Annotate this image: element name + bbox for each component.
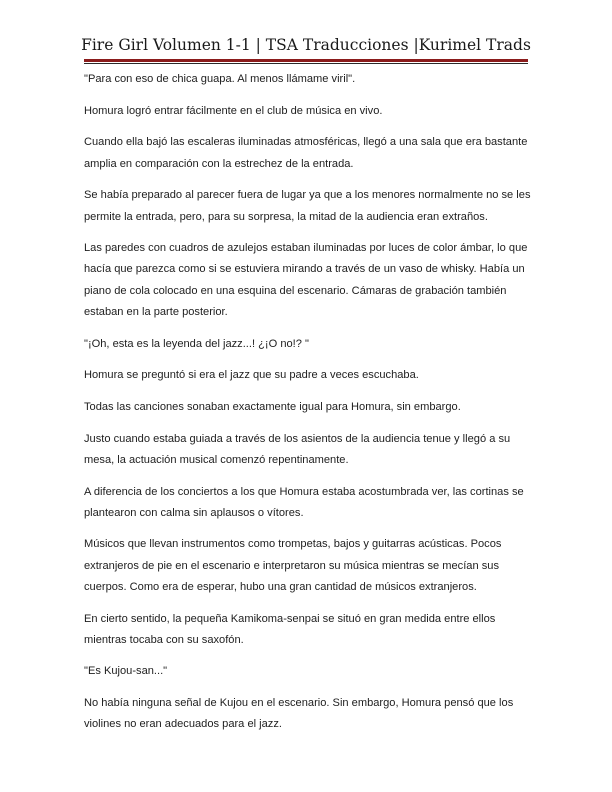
- header-rule-red: [84, 59, 528, 62]
- paragraph: "Para con eso de chica guapa. Al menos llámame viril".: [84, 73, 356, 85]
- paragraph: Cuando ella bajó las escaleras iluminadas atmosféricas, llegó a una sala que era bastante amplia en comparación con la estrechez de la entrada.: [84, 136, 528, 170]
- paragraph: Todas las canciones sonaban exactamente igual para Homura, sin embargo.: [84, 400, 461, 413]
- paragraph: A diferencia de los conciertos a los que Homura estaba acostumbrada ver, las cortinas se plantearon con calma sin aplausos o vítores.: [84, 485, 524, 519]
- paragraph: En cierto sentido, la pequeña Kamikoma-senpai se situó en gran medida entre ellos mientras tocaba con su saxofón.: [84, 612, 496, 646]
- paragraph: "¡Oh, esta es la leyenda del jazz...! ¿¡O no!? ": [84, 337, 309, 350]
- paragraph: Se había preparado al parecer fuera de lugar ya que a los menores normalmente no se les permite la entrada, pero, para su sorpresa, la mitad de la audiencia eran extraños.: [84, 189, 531, 223]
- paragraph: "Es Kujou-san...": [84, 665, 168, 678]
- paragraph: No había ninguna señal de Kujou en el escenario. Sin embargo, Homura pensó que los violines no eran adecuados para el jazz.: [84, 697, 514, 731]
- header-rule-black: [84, 63, 528, 64]
- body-text: [84, 69, 532, 746]
- paragraph: Músicos que llevan instrumentos como trompetas, bajos y guitarras acústicas. Pocos extranjeros de pie en el escenario e interpretaron su música mientras se mecían sus cuerpos. Como era de esperar, hubo una gran cantidad de músicos extranjeros.: [84, 538, 502, 593]
- paragraph: Homura se preguntó si era el jazz que su padre a veces escuchaba.: [84, 369, 419, 382]
- paragraph: Homura logró entrar fácilmente en el club de música en vivo.: [84, 104, 383, 117]
- paragraph: Justo cuando estaba guiada a través de los asientos de la audiencia tenue y llegó a su mesa, la actuación musical comenzó repentinamente.: [84, 432, 511, 466]
- header-title: Fire Girl Volumen 1-1 | TSA Traducciones |Kurimel Trads: [81, 36, 531, 54]
- paragraph: Las paredes con cuadros de azulejos estaban iluminadas por luces de color ámbar, lo que hacía que parezca como si se estuviera mirando a través de un vaso de whisky. Había un piano de cola colocado en una esquina del escenario. Cámaras de grabación también estaban en la parte posterior.: [84, 242, 528, 318]
